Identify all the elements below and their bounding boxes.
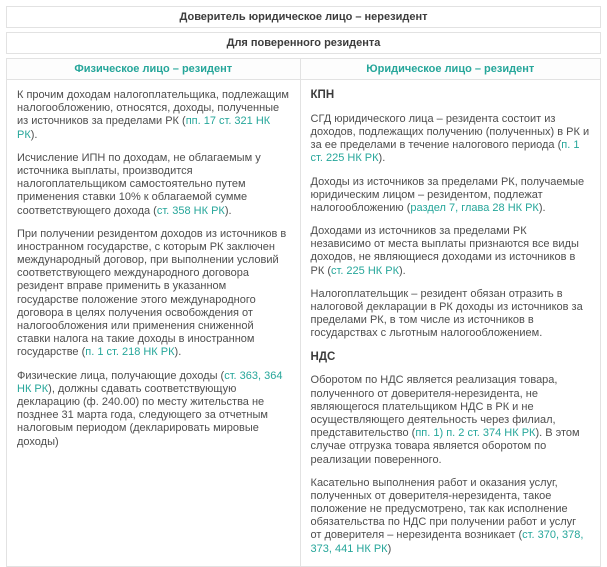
text-segment: ). [538, 201, 546, 214]
legal-reference-link[interactable]: пп. 1) п. 2 ст. 374 НК РК [415, 427, 536, 440]
paragraph [17, 89, 290, 142]
legal-entity-resident-cell [301, 80, 600, 566]
text-segment: Налогоплательщик – резидент обязан отразить в налоговой декларации в РК доходы из источников за пределами РК, в том числе из источников в государствах с льготным налогообложением. [310, 287, 583, 340]
text-segment: ). [30, 128, 38, 141]
text-segment: Исчисление ИПН по доходам, не облагаемым у источника выплаты, производится налогоплательщиком самостоятельно путем применения ставки 10% к облагаемой сумме соответствующего дохода ( [17, 151, 261, 217]
legal-reference-link[interactable]: ст. 363, 364 НК РК [17, 369, 283, 395]
text-segment: ). В этом случае отгрузка товара является оборотом по реализации поверенного. [310, 427, 580, 466]
legal-reference-link[interactable]: раздел 7, глава 28 НК РК [410, 201, 539, 214]
legal-reference-link[interactable]: ст. 358 НК РК [156, 204, 225, 217]
text-segment: ). [378, 152, 386, 165]
section-heading [311, 89, 590, 103]
paragraph [311, 225, 590, 278]
text-segment: ), должны сдавать соответствующую декларацию (ф. 240.00) по месту жительства не позднее 31 марта года, следующего за отчетным налоговым периодом (декларировать мировые доходы) [17, 382, 268, 448]
text-segment: КПН [310, 89, 335, 101]
text-segment: Физические лица, получающие доходы ( [17, 369, 225, 382]
text-segment: ). [399, 264, 406, 277]
text-segment: ) [387, 542, 392, 555]
column-header-individual-resident: Физическое лицо – резидент [7, 59, 301, 80]
paragraph [311, 288, 590, 341]
legal-reference-link[interactable]: п. 1 ст. 218 НК РК [85, 346, 175, 359]
text-segment: Касательно выполнения работ и оказания услуг, полученных от доверителя-нерезидента, такое положение не предусмотрено, так как исполнение обязательства по НДС при получении работ и услуг от доверителя – нерезидента возникает ( [310, 476, 577, 542]
text-segment: Доходы из источников за пределами РК, получаемые юридическим лицом – резидентом, подлежат налогообложению ( [310, 175, 585, 214]
text-segment: СГД юридического лица – резидента состоит из доходов, подлежащих получению (полученных) в РК и за ее пределами в течение налогового периода ( [310, 112, 590, 152]
text-segment: Доходами из источников за пределами РК независимо от места выплаты признаются все виды доходов, не являющиеся доходами из источников в РК ( [310, 225, 579, 277]
text-segment: ). [174, 346, 182, 359]
legal-reference-link[interactable]: ст. 370, 378, 373, 441 НК РК [310, 529, 584, 555]
text-segment: НДС [310, 350, 336, 363]
legal-reference-link[interactable]: пп. 17 ст. 321 НК РК [17, 115, 271, 141]
text-segment: К прочим доходам налогоплательщика, подлежащим налогообложению, относятся, доходы, полученные из источников за пределами РК ( [17, 89, 289, 128]
paragraph [17, 370, 290, 449]
paragraph [17, 152, 290, 218]
text-segment: При получении резидентом доходов из источников в иностранном государстве, с которым РК заключен международный договор, при выполнении условий соответствующего международного договора резидент вправе применить в указанном государстве положение этого международного договора в целях получения освобождения от налогообложения или применения сниженной ставки налога на такие доходы в иностранном государстве ( [17, 227, 287, 359]
text-segment: Оборотом по НДС является реализация товара, полученного от доверителя-нерезидента, не являющегося плательщиком НДС в РК и не осуществляющего деятельность через филиал, представительство ( [310, 374, 558, 440]
table-subtitle: Для поверенного резидента [6, 32, 601, 54]
paragraph [311, 374, 590, 466]
paragraph [311, 477, 590, 556]
content-table [6, 58, 601, 567]
paragraph [311, 176, 590, 216]
page [6, 6, 601, 555]
paragraph [311, 113, 590, 166]
individual-resident-cell [7, 80, 301, 566]
legal-reference-link[interactable]: п. 1 ст. 225 НК РК [310, 139, 580, 165]
text-segment: ). [224, 204, 232, 217]
legal-reference-link[interactable]: ст. 225 НК РК [331, 264, 399, 277]
section-heading [311, 351, 590, 365]
paragraph [17, 228, 290, 360]
table-title: Доверитель юридическое лицо – нерезидент [6, 6, 601, 28]
column-header-legal-entity-resident: Юридическое лицо – резидент [301, 59, 600, 80]
